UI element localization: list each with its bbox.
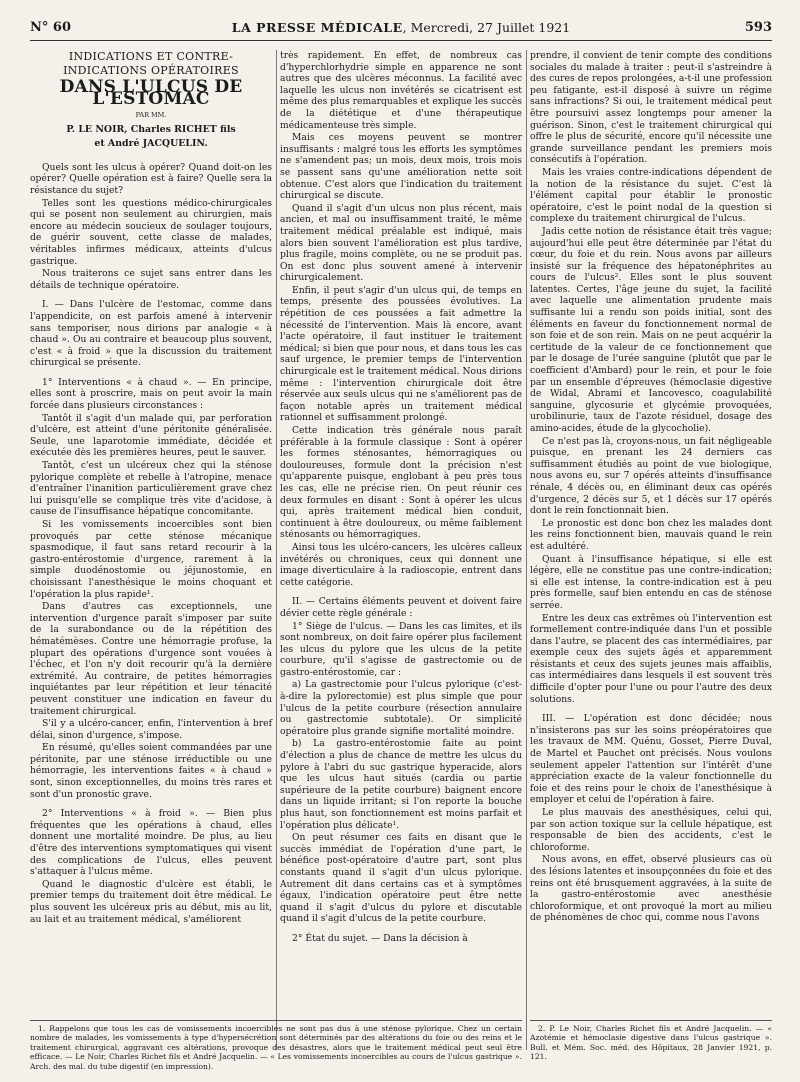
paragraph: Le pronostic est donc bon chez les malades dont les reins fonctionnent bien, mauvais quand le rein est adultéré. xyxy=(530,517,772,552)
paragraph: S'il y a ulcéro-cancer, enfin, l'intervention à bref délai, sinon d'urgence, s'impose. xyxy=(30,718,272,741)
paragraph: Quant à l'insuffisance hépatique, si elle est légère, elle ne constitue pas une contre-indication; si elle est intense, la contre-indication est à peu près formelle, sauf bien entendu en cas de sténose serrée. xyxy=(530,553,772,611)
paragraph: Dans d'autres cas exceptionnels, une intervention d'urgence paraît s'imposer par suite de la surabondance ou de la répétition des hématémèses. Contre une hémorragie profuse, la plupart des opérations d'urgence sont vouées à l'échec, et l'on n'y doit recourir qu'à la dernière extrémité. Au contraire, de petites hémorragies inquiétantes par leur répétition et leur ténacité peuvent constituer une indication en faveur du traitement chirurgical. xyxy=(30,601,272,717)
footnote-left xyxy=(30,1024,522,1071)
byline-prefix: PAR MM. xyxy=(135,111,167,120)
paragraph: Mais ces moyens peuvent se montrer insuffisants : malgré tous les efforts les symptômes ne s'amendent pas; un mois, deux mois, trois mois se passent sans qu'une amélioration nette soit obtenue. C'est alors que l'indication du traitement chirurgical se discute. xyxy=(280,132,522,202)
paragraph: Entre les deux cas extrêmes où l'intervention est formellement contre-indiquée dans l'un et possible dans l'autre, se placent des cas intermédiaires, par exemple ceux des sujets âgés et apparemment résistants et ceux des sujets jeunes mais affaiblis, cas intermédiaires dans lesquels il est souvent très difficile d'opter pour l'une ou pour l'autre des deux solutions. xyxy=(530,612,772,705)
paragraph: Cette indication très générale nous paraît préférable à la formule classique : Sont à opérer les formes sténosantes, hémorragiques ou douloureuses, formule dont la précision n'est qu'apparente puisque, englobant à peu près tous les cas, elle ne précise rien. On peut réunir ces deux formules en disant : Sont à opérer les ulcus qui, après traitement médical bien conduit, continuent à être douloureux, ou même faiblement sténosants ou hémorragiques. xyxy=(280,425,522,541)
paragraph: Le plus mauvais des anesthésiques, celui qui, par son action toxique sur la cellule hépatique, est responsable de bien des accidents, c'est le chloroforme. xyxy=(530,807,772,853)
paragraph: I. — Dans l'ulcère de l'estomac, comme dans l'appendicite, on est parfois amené à intervenir sans temporiser, nous dirions par analogie « à chaud ». Ou au contraire et beaucoup plus souvent, c'est « à froid » que la discussion du traitement chirurgical se présente. xyxy=(30,299,272,369)
paragraph: a) La gastrectomie pour l'ulcus pylorique (c'est-à-dire la pylorectomie) est plus simple que pour l'ulcus de la petite courbure (résection annulaire ou gastrectomie subtotale). Or simplicité opératoire plus grande signifie mortalité moindre. xyxy=(280,679,522,737)
column-2 xyxy=(280,50,522,946)
paragraph: Ainsi tous les ulcéro-cancers, les ulcères calleux invétérés ou chroniques, ceux qui donnent une image diverticulaire à la radioscopie, entrent dans cette catégorie. xyxy=(280,541,522,588)
paragraph: très rapidement. En effet, de nombreux cas d'hyperchlorhydrie simple en apparence ne sont autres que des ulcères méconnus. La facilité avec laquelle les ulcus non invétérés se cicatrisent est même des plus remarquables et explique les succès de la diététique et d'une thérapeutique médicamenteuse très simple. xyxy=(280,50,522,131)
paragraph: Tantôt, c'est un ulcéreux chez qui la sténose pylorique complète et rebelle à l'atropine, menace d'entraîner l'inanition particulièrement grave chez lui puisqu'elle se complique très vite d'acidose, à cause de l'insuffisance hépatique concomitante. xyxy=(30,460,272,518)
article-kicker: INDICATIONS ET CONTRE-INDICATIONS OPÉRATOIRES xyxy=(63,50,239,77)
paragraph: II. — Certains éléments peuvent et doivent faire dévier cette règle générale : xyxy=(280,596,522,619)
authors-line: P. LE NOIR, Charles RICHET fils xyxy=(66,123,236,135)
column-3 xyxy=(530,50,772,925)
paragraph: Mais les vraies contre-indications dépendent de la notion de la résistance du sujet. C'est là l'élément capital pour établir le pronostic opératoire, c'est le point nodal de la question si complexe du traitement chirurgical de l'ulcus. xyxy=(530,166,772,225)
paragraph: Quand le diagnostic d'ulcère est établi, le premier temps du traitement doit être médical. Le plus souvent les ulcéreux pris au début, mis au lit, au lait et au traitement médical, s'améliorent xyxy=(30,878,272,925)
page-number: 593 xyxy=(744,20,772,35)
page-header xyxy=(30,20,772,40)
article-heading xyxy=(30,50,272,150)
paragraph: Nous avons, en effet, observé plusieurs cas où des lésions latentes et insoupçonnées du foie et des reins ont été brusquement aggravées, à la suite de la gastro-entérostomie avec anesthésie chloroformique, et ont provoqué la mort au milieu de phénomènes de choc qui, comme nous l'avons xyxy=(530,854,772,924)
paragraph: Tantôt il s'agit d'un malade qui, par perforation d'ulcère, est atteint d'une péritonite généralisée. Seule, une laparotomie immédiate, décidée et exécutée dès les premières heures, peut le sauver. xyxy=(30,412,272,459)
paragraph: Ce n'est pas là, croyons-nous, un fait négligeable puisque, en prenant les 24 derniers cas suffisamment étudiés au point de vue biologique, nous avons eu, sur 7 opérés atteints d'insuffisance rénale, 4 décès ou, en éliminant deux cas opérés d'urgence, 2 décès sur 5, et 1 décès sur 17 opérés dont le rein fonctionnait bien. xyxy=(530,435,772,517)
paragraph: III. — L'opération est donc décidée; nous n'insisterons pas sur les soins préopératoires que les travaux de MM. Quénu, Gosset, Pierre Duval, de Martel et Pauchet ont précisés. Nous voulons seulement appeler l'attention sur l'intérêt d'une appréciation exacte de la valeur fonctionnelle du foie et des reins pour le choix de l'anesthésique à employer et celui de l'opération à faire. xyxy=(530,713,772,806)
masthead xyxy=(30,20,772,35)
paragraph: Jadis cette notion de résistance était très vague; aujourd'hui elle peut être déterminée par l'état du cœur, du foie et du rein. Nous avons par ailleurs insisté sur la fréquence des hépatonéphrites au cours de l'ulcus². Elles sont le plus souvent latentes. Certes, l'âge jeune du sujet, la facilité avec laquelle une alimentation prudente mais suffisante lui a rendu son poids initial, sont des éléments en faveur du fonctionnement normal de son foie et de son rein. Mais on ne peut acquérir la certitude de la valeur de ce fonctionnement que par le dosage de l'urée sanguine (plutôt que par le coefficient d'Ambard) pour le rein, et pour le foie par un ensemble d'épreuves (hémoclasie digestive de Widal, Abrami et Iancovesco, coagulabilité sanguine, glycosurie et glycémie provoquées, urobilinurie, taux de l'azote résiduel, dosage des amino-acides, étude de la glycocholie). xyxy=(530,225,772,434)
journal-name: LA PRESSE MÉDICALE xyxy=(231,20,403,35)
authors-line: et André JACQUELIN. xyxy=(94,137,208,149)
paragraph: Enfin, il peut s'agir d'un ulcus qui, de temps en temps, présente des poussées évolutives. La répétition de ces poussées a fait admettre la nécessité de l'intervention. Mais là encore, avant l'acte opératoire, il faut instituer le traitement médical; si bien que pour nous, et dans tous les cas sauf urgence, le premier temps de l'intervention chirurgicale est le traitement médical. Nous dirions même : l'intervention chirurgicale doit être réservée aux seuls ulcus qui ne s'améliorent pas de façon notable après un traitement médical rationnel et suffisamment prolongé. xyxy=(280,284,522,424)
paragraph: On peut résumer ces faits en disant que le succès immédiat de l'opération d'une part, le bénéfice post-opératoire d'autre part, sont plus constants quand il s'agit d'un ulcus pylorique. Autrement dit dans certains cas et à symptômes égaux, l'indication opératoire peut être nette quand il s'agit d'ulcus du pylore et discutable quand il s'agit d'ulcus de la petite courbure. xyxy=(280,832,522,925)
paragraph: En résumé, qu'elles soient commandées par une péritonite, par une sténose irréductible ou une hémorragie, les interventions faites « à chaud » sont, sinon exceptionnelles, du moins très rares et sont d'un pronostic grave. xyxy=(30,742,272,800)
footnote-rule xyxy=(530,1020,772,1021)
footnote-rule xyxy=(30,1020,522,1021)
footnote-right xyxy=(530,1024,772,1062)
footnote-text: 2. P. Le Noir, Charles Richet fils et André Jacquelin. — « Azotémie et hémoclasie digestive dans l'ulcus gastrique ». Bull. et Mém. Soc. méd. des Hôpitaux, 28 Janvier 1921, p. 121. xyxy=(530,1024,772,1062)
article-title: DANS L'ULCUS DE L'ESTOMAC xyxy=(59,77,243,109)
column-divider xyxy=(276,50,277,1050)
paragraph: Nous traiterons ce sujet sans entrer dans les détails de technique opératoire. xyxy=(30,268,272,291)
paragraph: 1° Siège de l'ulcus. — Dans les cas limites, et ils sont nombreux, on doit faire opérer plus facilement les ulcus du pylore que les ulcus de la petite courbure, qu'il s'agisse de gastrectomie ou de gastro-entérostomie, car : xyxy=(280,620,522,678)
issue-date: , Mercredi, 27 Juillet 1921 xyxy=(402,20,571,35)
paragraph: Quand il s'agit d'un ulcus non plus récent, mais ancien, et mal ou insuffisamment traité, le même traitement médical préalable est indiqué, mais alors bien souvent l'amélioration est plus tardive, plus fragile, moins complète, ou ne se produit pas. On est donc plus souvent amené à intervenir chirurgicalement. xyxy=(280,202,522,284)
paragraph: 1° Interventions « à chaud ». — En principe, elles sont à proscrire, mais on peut avoir la main forcée dans plusieurs circonstances : xyxy=(30,376,272,412)
issue-number: N° 60 xyxy=(30,20,71,35)
header-rule xyxy=(30,40,772,41)
paragraph: 2° Interventions « à froid ». — Bien plus fréquentes que les opérations à chaud, elles donnent une mortalité moindre. De plus, au lieu d'être des interventions symptomatiques qui visent des complications de l'ulcus, elles peuvent s'attaquer à l'ulcus même. xyxy=(30,808,272,878)
footnote-text: 1. Rappelons que tous les cas de vomissements incoercibles ne sont pas dus à une sténose pylorique. Chez un certain nombre de malades, les vomissements à type d'hypersécrétion sont déterminés par des altérations du foie ou des reins et le traitement chirurgical, aggravant ces altérations, provoque des désastres, alors que le traitement médical peut seul être efficace. — Le Noir, Charles Richet fils et André Jacquelin. — « Les vomissements incoercibles au cours de l'ulcus gastrique ». Arch. des mal. du tube digestif (en impression). xyxy=(30,1024,522,1071)
paragraph: Quels sont les ulcus à opérer? Quand doit-on les opérer? Quelle opération est à faire? Quelle sera la résistance du sujet? xyxy=(30,161,272,196)
column-1 xyxy=(30,50,272,926)
paragraph: b) La gastro-entérostomie faite au point d'élection a plus de chance de mettre les ulcus du pylore à l'abri du suc gastrique hyperacide, alors que les ulcus haut situés (cardia ou partie supérieure de la petite courbure) baignent encore dans un liquide irritant; si l'on reporte la bouche plus haut, son fonctionnement est moins parfait et l'opération plus délicate¹. xyxy=(280,738,522,831)
paragraph: 2° État du sujet. — Dans la décision à xyxy=(292,932,468,944)
paragraph: Telles sont les questions médico-chirurgicales qui se posent non seulement au chirurgien, mais encore au médecin soucieux de soulager toujours, de guérir souvent, cette classe de malades, véritables infirmes médicaux, atteints d'ulcus gastrique. xyxy=(30,197,272,267)
paragraph: Si les vomissements incoercibles sont bien provoqués par cette sténose mécanique spasmodique, il faut sans retard recourir à la gastro-entérostomie d'urgence, rarement à la simple duodénostomie ou jéjunostomie, en choisissant l'anesthésique le moins choquant et l'opération la plus rapide¹. xyxy=(30,519,272,600)
column-divider xyxy=(526,50,527,1050)
paragraph: prendre, il convient de tenir compte des conditions sociales du malade à traiter : peut-il s'astreindre à des cures de repos prolongées, a-t-il une profession peu fatigante, est-il disposé à suivre un régime sans infractions? Si oui, le traitement médical peut être poursuivi assez longtemps pour amener la guérison. Sinon, c'est le traitement chirurgical qui offre le plus de sécurité, encore qu'il nécessite une grande surveillance pendant les premiers mois consécutifs à l'opération. xyxy=(530,50,772,166)
